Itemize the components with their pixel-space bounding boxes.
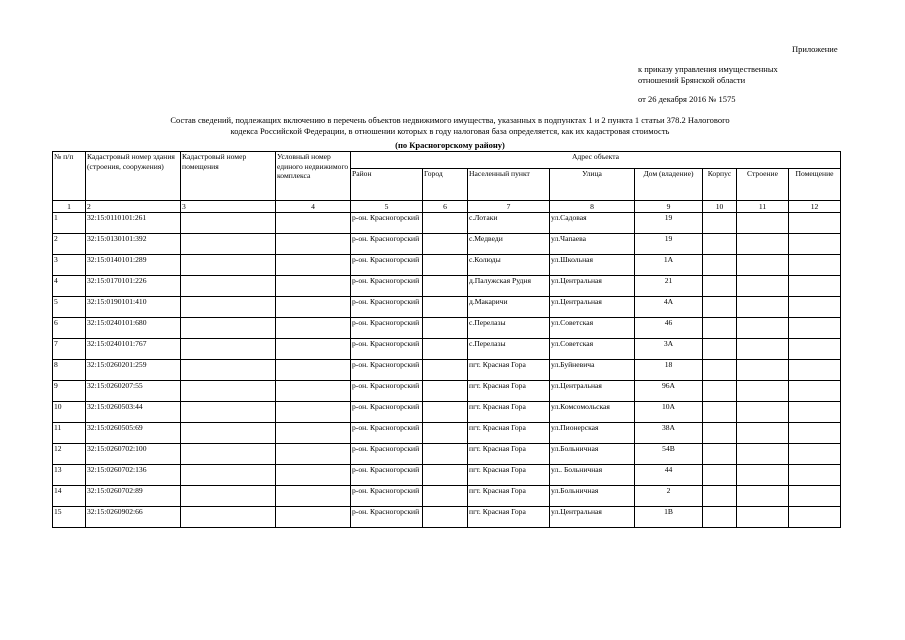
column-number-row (53, 201, 841, 213)
house-cell: 18 (635, 360, 703, 381)
korpus-cell (703, 465, 737, 486)
locality-cell: пгт. Красная Гора (468, 402, 550, 423)
cad-building-cell: 32:15:0260902:66 (86, 507, 181, 528)
title-line-1: Состав сведений, подлежащих включению в перечень объектов недвижимого имущества, указанных в подпунктах 1 и 2 пункта 1 статьи 378.2 Налогового (170, 115, 730, 125)
column-number: 9 (635, 201, 703, 213)
cond-number-cell (276, 465, 351, 486)
table-row (53, 234, 841, 255)
city-cell (423, 486, 468, 507)
cond-number-cell (276, 318, 351, 339)
col-room-header: Помещение (789, 169, 841, 201)
cond-number-cell (276, 423, 351, 444)
row-number: 2 (53, 234, 86, 255)
city-cell (423, 234, 468, 255)
cad-room-cell (181, 318, 276, 339)
cad-room-cell (181, 381, 276, 402)
building-cell (737, 486, 789, 507)
street-cell: ул.Советская (550, 318, 635, 339)
cad-room-cell (181, 423, 276, 444)
cond-number-cell (276, 402, 351, 423)
house-cell: 1В (635, 507, 703, 528)
district-cell: р-он. Красногорский (351, 486, 423, 507)
table-body (53, 201, 841, 528)
district-cell: р-он. Красногорский (351, 297, 423, 318)
row-number: 11 (53, 423, 86, 444)
table-row (53, 486, 841, 507)
building-cell (737, 507, 789, 528)
building-cell (737, 234, 789, 255)
city-cell (423, 423, 468, 444)
street-cell: ул.Больничная (550, 444, 635, 465)
house-cell: 19 (635, 234, 703, 255)
cad-building-cell: 32:15:0190101:410 (86, 297, 181, 318)
locality-cell: пгт. Красная Гора (468, 507, 550, 528)
locality-cell: пгт. Красная Гора (468, 423, 550, 444)
col-district-header: Район (351, 169, 423, 201)
cad-building-cell: 32:15:0260503:44 (86, 402, 181, 423)
district-cell: р-он. Красногорский (351, 255, 423, 276)
column-number: 3 (181, 201, 276, 213)
cad-building-cell: 32:15:0260702:89 (86, 486, 181, 507)
cond-number-cell (276, 276, 351, 297)
col-street-header: Улица (550, 169, 635, 201)
street-cell: ул.Пионерская (550, 423, 635, 444)
cad-building-cell: 32:15:0260702:100 (86, 444, 181, 465)
cad-room-cell (181, 402, 276, 423)
cad-building-cell: 32:15:0260207:55 (86, 381, 181, 402)
korpus-cell (703, 423, 737, 444)
column-number: 1 (53, 201, 86, 213)
city-cell (423, 402, 468, 423)
locality-cell: д.Макаричи (468, 297, 550, 318)
room-cell (789, 444, 841, 465)
col-cad-room-header: Кадастровый номер помещения (181, 152, 276, 201)
cad-room-cell (181, 297, 276, 318)
cad-room-cell (181, 507, 276, 528)
cond-number-cell (276, 486, 351, 507)
street-cell: ул.Садовая (550, 213, 635, 234)
cad-room-cell (181, 360, 276, 381)
korpus-cell (703, 318, 737, 339)
region-subtitle: (по Красногорскому району) (395, 140, 505, 150)
korpus-cell (703, 381, 737, 402)
district-cell: р-он. Красногорский (351, 234, 423, 255)
col-house-header: Дом (владение) (635, 169, 703, 201)
row-number: 4 (53, 276, 86, 297)
korpus-cell (703, 444, 737, 465)
cad-room-cell (181, 255, 276, 276)
building-cell (737, 465, 789, 486)
row-number: 6 (53, 318, 86, 339)
col-address-header: Адрес объекта (351, 152, 841, 169)
col-korpus-header: Корпус (703, 169, 737, 201)
locality-cell: пгт. Красная Гора (468, 381, 550, 402)
building-cell (737, 339, 789, 360)
building-cell (737, 276, 789, 297)
room-cell (789, 255, 841, 276)
street-cell: ул.Центральная (550, 507, 635, 528)
korpus-cell (703, 339, 737, 360)
column-number: 7 (468, 201, 550, 213)
district-cell: р-он. Красногорский (351, 444, 423, 465)
city-cell (423, 360, 468, 381)
col-building-header: Строение (737, 169, 789, 201)
table-row (53, 318, 841, 339)
cond-number-cell (276, 360, 351, 381)
cad-building-cell: 32:15:0170101:226 (86, 276, 181, 297)
korpus-cell (703, 255, 737, 276)
korpus-cell (703, 507, 737, 528)
row-number: 14 (53, 486, 86, 507)
room-cell (789, 381, 841, 402)
korpus-cell (703, 402, 737, 423)
city-cell (423, 465, 468, 486)
document-title (60, 115, 840, 137)
room-cell (789, 213, 841, 234)
house-cell: 96А (635, 381, 703, 402)
house-cell: 21 (635, 276, 703, 297)
row-number: 8 (53, 360, 86, 381)
locality-cell: с.Перелазы (468, 339, 550, 360)
district-cell: р-он. Красногорский (351, 423, 423, 444)
column-number: 10 (703, 201, 737, 213)
building-cell (737, 318, 789, 339)
cad-room-cell (181, 486, 276, 507)
cad-room-cell (181, 444, 276, 465)
table-row (53, 444, 841, 465)
district-cell: р-он. Красногорский (351, 507, 423, 528)
room-cell (789, 423, 841, 444)
room-cell (789, 360, 841, 381)
district-cell: р-он. Красногорский (351, 318, 423, 339)
cad-building-cell: 32:15:0140101:289 (86, 255, 181, 276)
appendix-label: Приложение (792, 44, 838, 54)
city-cell (423, 381, 468, 402)
cad-building-cell: 32:15:0260201:259 (86, 360, 181, 381)
table-row (53, 507, 841, 528)
cad-building-cell: 32:15:0240101:680 (86, 318, 181, 339)
locality-cell: пгт. Красная Гора (468, 444, 550, 465)
city-cell (423, 444, 468, 465)
row-number: 7 (53, 339, 86, 360)
city-cell (423, 213, 468, 234)
table-row (53, 465, 841, 486)
city-cell (423, 318, 468, 339)
cad-building-cell: 32:15:0130101:392 (86, 234, 181, 255)
city-cell (423, 276, 468, 297)
korpus-cell (703, 276, 737, 297)
city-cell (423, 339, 468, 360)
street-cell: ул.Буйневича (550, 360, 635, 381)
house-cell: 46 (635, 318, 703, 339)
house-cell: 38А (635, 423, 703, 444)
house-cell: 54В (635, 444, 703, 465)
house-cell: 3А (635, 339, 703, 360)
table-row (53, 255, 841, 276)
building-cell (737, 402, 789, 423)
district-cell: р-он. Красногорский (351, 360, 423, 381)
house-cell: 1А (635, 255, 703, 276)
cond-number-cell (276, 213, 351, 234)
order-line-1: к приказу управления имущественных (638, 64, 778, 74)
order-line-2: отношений Брянской области (638, 75, 746, 85)
column-number: 12 (789, 201, 841, 213)
building-cell (737, 444, 789, 465)
room-cell (789, 318, 841, 339)
cond-number-cell (276, 381, 351, 402)
column-number: 5 (351, 201, 423, 213)
table-row (53, 339, 841, 360)
building-cell (737, 213, 789, 234)
locality-cell: пгт. Красная Гора (468, 465, 550, 486)
cad-room-cell (181, 339, 276, 360)
row-number: 13 (53, 465, 86, 486)
table-row (53, 360, 841, 381)
street-cell: ул.Больничная (550, 486, 635, 507)
col-locality-header: Населенный пункт (468, 169, 550, 201)
street-cell: ул.Советская (550, 339, 635, 360)
city-cell (423, 255, 468, 276)
building-cell (737, 255, 789, 276)
building-cell (737, 381, 789, 402)
room-cell (789, 234, 841, 255)
street-cell: ул.Центральная (550, 381, 635, 402)
locality-cell: с.Колюды (468, 255, 550, 276)
street-cell: ул.Центральная (550, 297, 635, 318)
cond-number-cell (276, 234, 351, 255)
row-number: 10 (53, 402, 86, 423)
order-date: от 26 декабря 2016 № 1575 (638, 94, 736, 104)
table-row (53, 213, 841, 234)
room-cell (789, 486, 841, 507)
table-row (53, 423, 841, 444)
row-number: 12 (53, 444, 86, 465)
house-cell: 19 (635, 213, 703, 234)
header-row-1 (53, 152, 841, 169)
col-cad-building-header: Кадастровый номер здания (строения, сооружения) (86, 152, 181, 201)
locality-cell: с.Перелазы (468, 318, 550, 339)
street-cell: ул.Центральная (550, 276, 635, 297)
house-cell: 2 (635, 486, 703, 507)
street-cell: ул.Школьная (550, 255, 635, 276)
table-row (53, 276, 841, 297)
locality-cell: пгт. Красная Гора (468, 486, 550, 507)
district-cell: р-он. Красногорский (351, 339, 423, 360)
column-number: 2 (86, 201, 181, 213)
room-cell (789, 465, 841, 486)
cad-room-cell (181, 213, 276, 234)
locality-cell: с.Медведи (468, 234, 550, 255)
table-row (53, 402, 841, 423)
district-cell: р-он. Красногорский (351, 213, 423, 234)
city-cell (423, 507, 468, 528)
row-number: 1 (53, 213, 86, 234)
city-cell (423, 297, 468, 318)
cond-number-cell (276, 444, 351, 465)
column-number: 6 (423, 201, 468, 213)
cad-building-cell: 32:15:0260505:69 (86, 423, 181, 444)
room-cell (789, 402, 841, 423)
street-cell: ул.. Больничная (550, 465, 635, 486)
house-cell: 44 (635, 465, 703, 486)
room-cell (789, 297, 841, 318)
cond-number-cell (276, 255, 351, 276)
district-cell: р-он. Красногорский (351, 465, 423, 486)
column-number: 11 (737, 201, 789, 213)
korpus-cell (703, 213, 737, 234)
district-cell: р-он. Красногорский (351, 381, 423, 402)
col-city-header: Город (423, 169, 468, 201)
building-cell (737, 360, 789, 381)
cad-room-cell (181, 276, 276, 297)
cond-number-cell (276, 339, 351, 360)
row-number: 9 (53, 381, 86, 402)
table-row (53, 297, 841, 318)
locality-cell: с.Лотаки (468, 213, 550, 234)
col-cond-number-header: Условный номер единого недвижимого комплекса (276, 152, 351, 201)
cad-building-cell: 32:15:0240101:767 (86, 339, 181, 360)
district-cell: р-он. Красногорский (351, 402, 423, 423)
district-cell: р-он. Красногорский (351, 276, 423, 297)
house-cell: 10А (635, 402, 703, 423)
row-number: 3 (53, 255, 86, 276)
column-number: 4 (276, 201, 351, 213)
street-cell: ул.Комсомольская (550, 402, 635, 423)
table-row (53, 381, 841, 402)
room-cell (789, 339, 841, 360)
row-number: 5 (53, 297, 86, 318)
cad-building-cell: 32:15:0260702:136 (86, 465, 181, 486)
room-cell (789, 276, 841, 297)
cond-number-cell (276, 507, 351, 528)
korpus-cell (703, 486, 737, 507)
col-num-header: № п/п (53, 152, 86, 201)
house-cell: 4А (635, 297, 703, 318)
building-cell (737, 423, 789, 444)
cond-number-cell (276, 297, 351, 318)
cad-room-cell (181, 234, 276, 255)
cad-building-cell: 32:15:0110101:261 (86, 213, 181, 234)
column-number: 8 (550, 201, 635, 213)
row-number: 15 (53, 507, 86, 528)
property-table (52, 151, 841, 528)
locality-cell: пгт. Красная Гора (468, 360, 550, 381)
korpus-cell (703, 297, 737, 318)
korpus-cell (703, 360, 737, 381)
street-cell: ул.Чапаева (550, 234, 635, 255)
title-line-2: кодекса Российской Федерации, в отношении которых в году налоговая база определяется, как их кадастровая стоимость (230, 126, 670, 136)
building-cell (737, 297, 789, 318)
locality-cell: д.Палужская Рудня (468, 276, 550, 297)
room-cell (789, 507, 841, 528)
korpus-cell (703, 234, 737, 255)
cad-room-cell (181, 465, 276, 486)
